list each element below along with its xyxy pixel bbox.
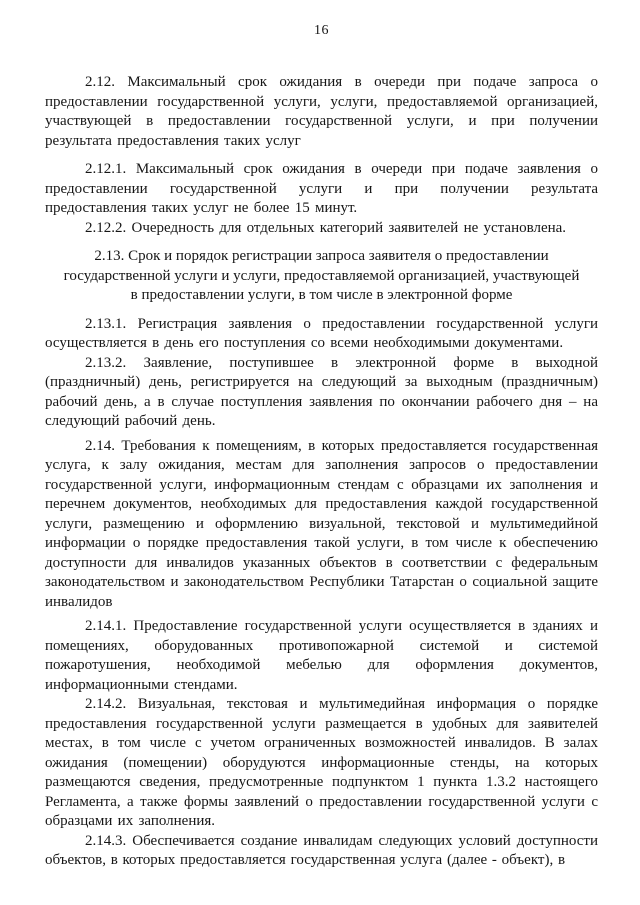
section-heading-2-13: 2.13. Срок и порядок регистрации запроса заявителя о предоставлении государственной услуги и услуги, предоставляемой организацией, участвующей в предоставлении услуги, в том числе в электронной форме [63,248,580,303]
document-body [45,73,598,871]
paragraph-2-12: 2.12. Максимальный срок ожидания в очереди при подаче запроса о предоставлении государственной услуги, услуги, предоставляемой организацией, участвующей в предоставлении государственной услуги, и при получении результата предоставления таких услуг [45,74,598,149]
paragraph-2-14-2: 2.14.2. Визуальная, текстовая и мультимедийная информация о порядке предоставления государственной услуги размещается в удобных для заявителей местах, в том числе с учетом ограниченных возможностей инвалидов. В залах ожидания (помещении) оборудуются информационные стенды, на которых размещаются сведения, предусмотренные подпунктом 1 пункта 1.3.2 настоящего Регламента, а также формы заявлений о предоставлении государственной услуги с образцами их заполнения. [45,696,598,829]
page-number: 16 [314,23,329,38]
paragraph-2-12-1: 2.12.1. Максимальный срок ожидания в очереди при подаче заявления о предоставлении государственной услуги и при получении результата предоставления таких услуг не более 15 минут. [45,161,598,216]
paragraph-2-14: 2.14. Требования к помещениям, в которых предоставляется государственная услуга, к залу ожидания, местам для заполнения запросов о предоставлении государственной услуги, информационным стендам с образцами их заполнения и перечнем документов, необходимых для предоставления каждой государственной услуги, размещению и оформлению визуальной, текстовой и мультимедийной информации о порядке предоставления такой услуги, в том числе к обеспечению доступности для инвалидов указанных объектов в соответствии с федеральным законодательством и законодательством Республики Татарстан о социальной защите инвалидов [45,437,598,610]
paragraph-2-12-2: 2.12.2. Очередность для отдельных категорий заявителей не установлена. [85,219,567,236]
paragraph-2-13-1: 2.13.1. Регистрация заявления о предоставлении государственной услуги осуществляется в день его поступления со всеми необходимыми документами. [45,315,598,351]
paragraph-2-13-2: 2.13.2. Заявление, поступившее в электронной форме в выходной (праздничный) день, регистрируется на следующий за выходным (праздничным) рабочий день, а в случае поступления заявления по окончании рабочего дня – на следующий рабочий день. [45,354,598,429]
paragraph-2-14-1: 2.14.1. Предоставление государственной услуги осуществляется в зданиях и помещениях, оборудованных противопожарной системой и системой пожаротушения, необходимой мебелью для оформления документов, информационными стендами. [45,618,598,693]
paragraph-2-14-3: 2.14.3. Обеспечивается создание инвалидам следующих условий доступности объектов, в которых предоставляется государственная услуга (далее - объект), в [45,832,598,868]
